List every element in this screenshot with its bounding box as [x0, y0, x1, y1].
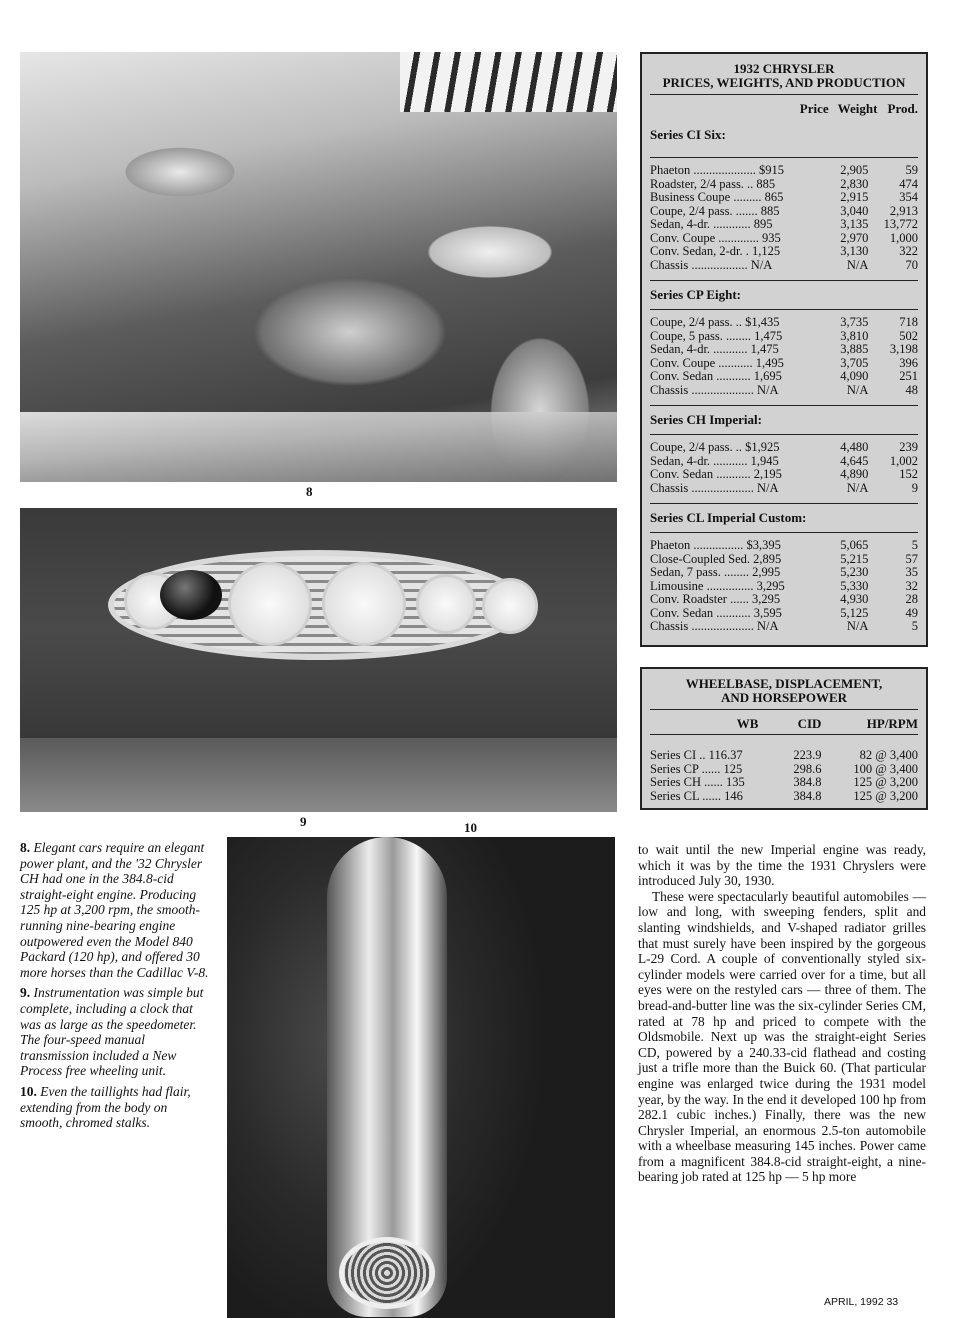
series-wb-cell: Series CL ...... 146	[650, 789, 743, 803]
weight-cell: 2,830	[840, 176, 869, 191]
weight-cell: 3,810	[840, 328, 869, 343]
production-cell: 5	[911, 538, 918, 552]
prices-weights-production-table	[640, 52, 928, 647]
production-cell: 2,913	[889, 203, 918, 218]
table1-body	[650, 127, 918, 634]
model-price-cell: Chassis .................... N/A	[650, 620, 779, 633]
weight-cell: 5,330	[840, 578, 869, 593]
hp-rpm-cell: 125 @ 3,200	[853, 775, 918, 789]
model-price-cell: Coupe, 2/4 pass. ....... 885	[650, 204, 780, 218]
weight-cell: N/A	[846, 480, 869, 495]
model-price-cell: Roadster, 2/4 pass. .. 885	[650, 177, 776, 191]
table-row	[650, 566, 918, 580]
model-price-cell: Conv. Sedan ........... 2,195	[650, 468, 782, 481]
table1-title: 1932 CHRYSLER PRICES, WEIGHTS, AND PRODUCTION	[662, 61, 906, 90]
table2-title: WHEELBASE, DISPLACEMENT, AND HORSEPOWER	[685, 676, 883, 705]
table-row	[650, 178, 918, 192]
table-row	[650, 763, 918, 777]
production-cell: 152	[899, 467, 918, 481]
weight-cell: 4,890	[840, 467, 869, 481]
model-price-cell: Phaeton ................ $3,395	[650, 539, 781, 552]
weight-cell: 5,230	[840, 565, 869, 579]
model-price-cell: Limousine ............... 3,295	[650, 579, 785, 593]
table-row	[650, 593, 918, 607]
hp-rpm-cell: 125 @ 3,200	[853, 788, 918, 803]
series-wb-cell: Series CP ...... 125	[650, 762, 743, 776]
table-row	[650, 164, 918, 178]
caption	[20, 840, 210, 980]
caption-number: 9.	[20, 985, 31, 1001]
table-row	[650, 580, 918, 594]
weight-cell: N/A	[846, 257, 869, 272]
taillight-photo	[227, 837, 615, 1318]
model-price-cell: Chassis .................... N/A	[650, 383, 779, 397]
speedometer-gauge	[228, 562, 312, 646]
weight-cell: 3,735	[840, 315, 869, 329]
gauge-temp	[482, 578, 538, 634]
series-heading: Series CL Imperial Custom:	[650, 510, 807, 525]
series-heading: Series CI Six:	[650, 127, 726, 142]
weight-cell: 5,065	[840, 538, 869, 552]
production-cell: 251	[899, 369, 918, 383]
instrument-panel-photo	[20, 508, 617, 812]
table-row	[650, 441, 918, 455]
table1-column-headers: Price Weight Prod.	[799, 101, 919, 116]
body-paragraph: to wait until the new Imperial engine was ready, which it was by the time the 1931 Chryslers were introduced July 30, 1930.	[638, 842, 926, 889]
hp-rpm-cell: 100 @ 3,400	[853, 761, 918, 776]
model-price-cell: Conv. Sedan, 2-dr. . 1,125	[650, 245, 781, 258]
model-price-cell: Conv. Sedan ........... 1,695	[650, 370, 782, 383]
weight-cell: 5,215	[840, 551, 869, 566]
table-row	[650, 218, 918, 232]
table-row	[650, 539, 918, 553]
model-price-cell: Phaeton .................... $915	[650, 164, 785, 177]
table-row	[650, 776, 918, 790]
article-body	[638, 842, 926, 1185]
model-price-cell: Chassis .................... N/A	[650, 481, 779, 495]
production-cell: 322	[899, 244, 918, 258]
production-cell: 57	[905, 551, 918, 566]
model-price-cell: Business Coupe ......... 865	[650, 191, 784, 204]
table-row	[650, 790, 918, 804]
table-row	[650, 191, 918, 205]
weight-cell: 3,135	[840, 217, 869, 231]
model-price-cell: Coupe, 5 pass. ........ 1,475	[650, 329, 783, 343]
hp-rpm-cell: 82 @ 3,400	[859, 748, 918, 762]
production-cell: 59	[905, 163, 918, 177]
photo-number-10: 10	[464, 820, 477, 835]
series-heading: Series CP Eight:	[650, 287, 741, 302]
caption-number: 10.	[20, 1083, 37, 1099]
production-cell: 5	[911, 619, 918, 633]
weight-cell: 3,130	[840, 244, 869, 258]
gauge-oil	[416, 574, 476, 634]
weight-cell: 4,930	[840, 592, 869, 606]
model-price-cell: Coupe, 2/4 pass. .. $1,925	[650, 441, 780, 454]
weight-cell: 2,915	[840, 190, 869, 204]
table-row	[650, 482, 918, 496]
caption-text: Elegant cars require an elegant power plant, and the '32 Chrysler CH had one in the 384.8-cid straight-eight engine. Producing 125 hp at 3,200 rpm, the smooth-running nine-bearing engine outpowered even the Model 840 Packard (120 hp), and offered 30 more horses than the Cadillac V-8.	[20, 840, 209, 980]
model-price-cell: Conv. Coupe ........... 1,495	[650, 356, 784, 370]
production-cell: 70	[905, 257, 918, 272]
table-row	[650, 316, 918, 330]
production-cell: 718	[899, 315, 918, 329]
caption	[20, 1084, 210, 1131]
taillight-lens	[339, 1237, 435, 1309]
production-cell: 3,198	[889, 342, 918, 356]
hood-louvers	[400, 52, 617, 112]
production-cell: 32	[905, 578, 918, 593]
table2-column-headers: WB CID HP/RPM	[736, 716, 918, 731]
series-wb-cell: Series CI .. 116.37	[650, 749, 743, 762]
dash-knob	[160, 570, 222, 620]
table-row	[650, 357, 918, 371]
production-cell: 239	[899, 440, 918, 454]
table-row	[650, 620, 918, 634]
weight-cell: 4,480	[840, 440, 869, 454]
table-row	[650, 245, 918, 259]
model-price-cell: Chassis .................. N/A	[650, 258, 773, 272]
caption-text: Even the taillights had flair, extending from the body on smooth, chromed stalks.	[20, 1083, 191, 1131]
table-row	[650, 749, 918, 763]
weight-cell: 3,040	[840, 203, 869, 218]
weight-cell: 5,125	[840, 605, 869, 620]
production-cell: 9	[911, 480, 918, 495]
table2-body	[650, 749, 918, 803]
model-price-cell: Sedan, 4-dr. ............ 895	[650, 218, 773, 231]
model-price-cell: Sedan, 4-dr. ........... 1,945	[650, 454, 779, 468]
weight-cell: N/A	[846, 619, 869, 633]
model-price-cell: Sedan, 4-dr. ........... 1,475	[650, 343, 779, 356]
production-cell: 49	[905, 605, 918, 620]
weight-cell: N/A	[846, 382, 869, 397]
photo-number-9: 9	[300, 814, 307, 829]
production-cell: 1,002	[889, 453, 918, 468]
page-folio: APRIL, 1992 33	[824, 1296, 899, 1308]
floor-area	[20, 738, 617, 812]
caption-number: 8.	[20, 840, 31, 855]
model-price-cell: Conv. Roadster ...... 3,295	[650, 593, 781, 606]
series-wb-cell: Series CH ...... 135	[650, 776, 745, 789]
production-cell: 1,000	[889, 230, 918, 245]
weight-cell: 4,645	[840, 453, 869, 468]
engine-photo	[20, 52, 617, 482]
weight-cell: 4,090	[840, 369, 869, 383]
production-cell: 35	[905, 565, 918, 579]
table-row	[650, 343, 918, 357]
photo-captions	[20, 840, 210, 1136]
model-price-cell: Close-Coupled Sed. 2,895	[650, 552, 782, 566]
table-row	[650, 259, 918, 273]
table-row	[650, 455, 918, 469]
caption	[20, 985, 210, 1079]
series-heading: Series CH Imperial:	[650, 412, 762, 427]
table-row	[650, 468, 918, 482]
weight-cell: 3,705	[840, 355, 869, 370]
table-row	[650, 370, 918, 384]
body-paragraph: These were spectacularly beautiful automobiles — low and long, with sweeping fenders, split and slanting windshields, and V-shaped radiator grilles that must surely have been inspired by the gorgeous L-29 Cord. A couple of conventionally styled six-cylinder models were carried over for a time, but all eyes were on the restyled cars — three of them. The bread-and-butter line was the six-cylinder Series CM, rated at 78 hp and priced to compete with the Oldsmobile. Next up was the straight-eight Series CD, powered by a 240.33-cid flathead and costing just a trifle more than the Buick 60. (That particular engine was enlarged twice during the 1931 model year, by the way. In the end it developed 100 hp from 282.1 cubic inches.) Finally, there was the new Chrysler Imperial, an enormous 2.5-ton automobile with a wheelbase measuring 145 inches. Power came from a magnificent 384.8-cid straight-eight, a nine-bearing job rated at 125 hp — 5 hp more	[638, 888, 926, 1185]
production-cell: 28	[905, 592, 918, 606]
fender-chrome	[20, 412, 617, 482]
production-cell: 502	[899, 328, 918, 343]
cid-cell: 223.9	[793, 748, 822, 762]
weight-cell: 3,885	[840, 342, 869, 356]
table-row	[650, 384, 918, 398]
weight-cell: 2,970	[840, 230, 869, 245]
table-row	[650, 205, 918, 219]
model-price-cell: Sedan, 7 pass. ........ 2,995	[650, 566, 781, 579]
model-price-cell: Conv. Sedan ........... 3,595	[650, 606, 782, 620]
caption-text: Instrumentation was simple but complete, including a clock that was as large as the speedometer. The four-speed manual transmission included a New Process free wheeling unit.	[20, 985, 204, 1079]
production-cell: 48	[905, 382, 918, 397]
production-cell: 354	[899, 190, 918, 204]
photo-number-8: 8	[306, 484, 313, 499]
weight-cell: 2,905	[840, 163, 869, 177]
production-cell: 474	[899, 176, 918, 191]
clock-gauge	[322, 562, 406, 646]
model-price-cell: Coupe, 2/4 pass. .. $1,435	[650, 316, 780, 329]
cid-cell: 298.6	[793, 761, 822, 776]
production-cell: 13,772	[883, 217, 918, 231]
cid-cell: 384.8	[793, 788, 822, 803]
table-row	[650, 607, 918, 621]
production-cell: 396	[899, 355, 918, 370]
table-row	[650, 232, 918, 246]
table-row	[650, 553, 918, 567]
cid-cell: 384.8	[793, 775, 822, 789]
model-price-cell: Conv. Coupe ............. 935	[650, 231, 781, 245]
wheelbase-displacement-hp-table	[640, 667, 928, 810]
table-row	[650, 330, 918, 344]
